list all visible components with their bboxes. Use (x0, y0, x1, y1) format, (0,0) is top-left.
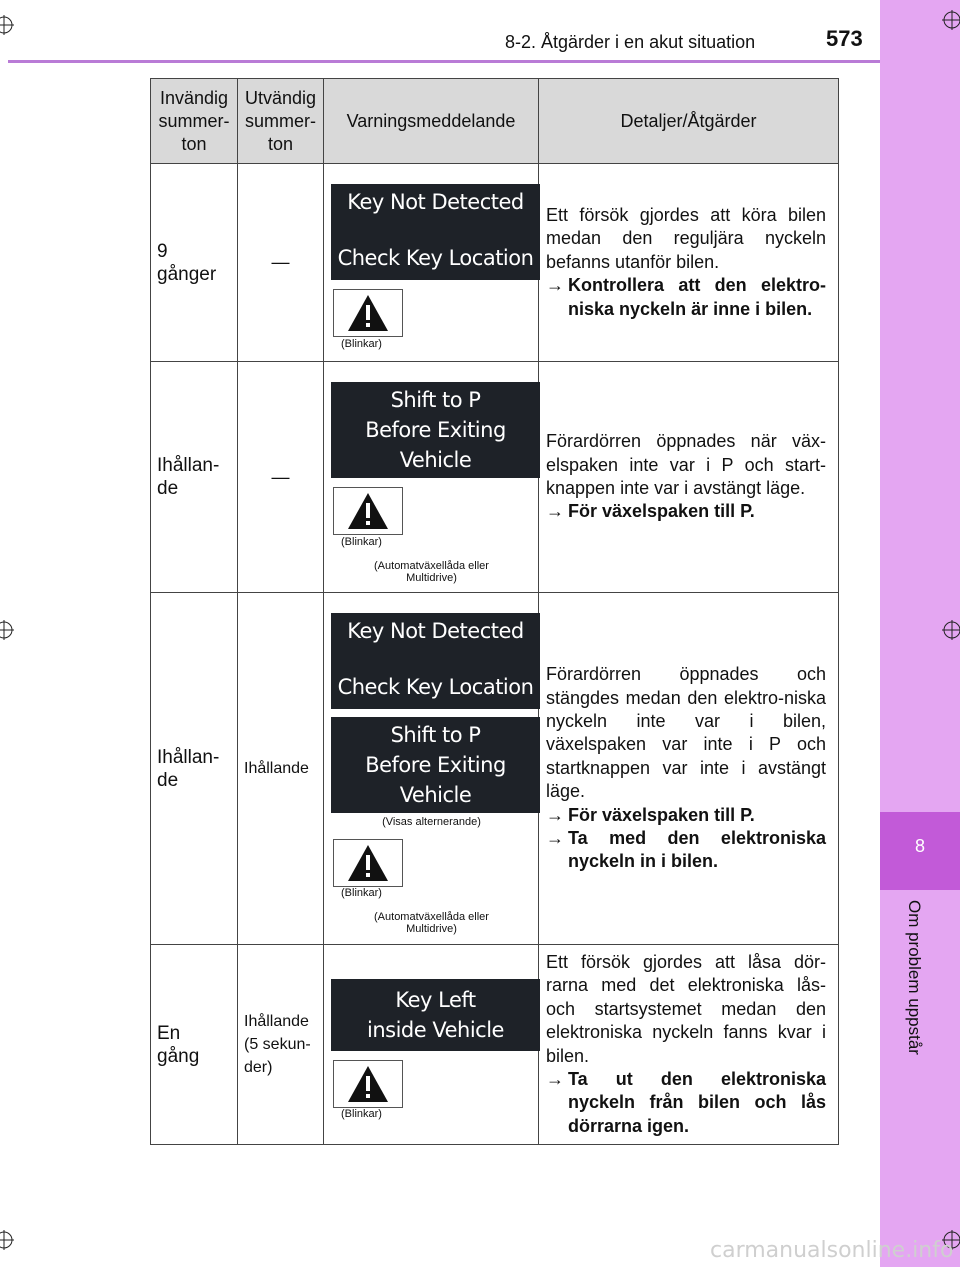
details-text: Ett försök gjordes att låsa dör-rarna med det elektroniska lås- och startsystemet medan den elektroniska nyckeln fanns kvar i bilen. (546, 952, 826, 1066)
registration-mark-icon (942, 620, 960, 640)
arrow-right-icon: → (546, 828, 564, 849)
outside-buzzer-cell: Ihållande (238, 593, 324, 945)
table-row (151, 945, 839, 1145)
outside-buzzer-cell: — (238, 164, 324, 362)
transmission-note: (Automatväxellåda eller Multidrive) (374, 911, 489, 935)
warning-message-cell (324, 593, 539, 945)
display-screen: Key Not Detected Check Key Location (331, 184, 540, 280)
header-inside-buzzer: Invändig summer- ton (151, 79, 238, 164)
warning-message-cell (324, 164, 539, 362)
warning-message-cell (324, 945, 539, 1145)
warning-message-cell (324, 362, 539, 593)
details-cell (539, 164, 839, 362)
transmission-note: (Automatväxellåda eller Multidrive) (374, 560, 489, 584)
table-row (151, 362, 839, 593)
registration-mark-icon (0, 15, 14, 35)
registration-mark-icon (0, 1230, 14, 1250)
display-screen: Key Left inside Vehicle (331, 979, 540, 1051)
chapter-label: Om problem uppstår (905, 900, 924, 1055)
header-details: Detaljer/Åtgärder (539, 79, 839, 164)
blink-caption: (Blinkar) (341, 1108, 382, 1120)
chapter-label-wrap (904, 900, 934, 1080)
chapter-number-box (880, 812, 960, 890)
warning-light-icon (333, 839, 403, 887)
registration-mark-icon (942, 10, 960, 30)
outside-buzzer-cell: — (238, 362, 324, 593)
arrow-right-icon: → (546, 501, 564, 522)
details-text: Förardörren öppnades när väx-elspaken inte var i P och start-knappen inte var i avstängt läge. (546, 431, 826, 498)
inside-buzzer-cell: En gång (151, 945, 238, 1145)
action-item: → Kontrollera att den elektro-niska nyckeln är inne i bilen. (546, 274, 826, 321)
details-text: Ett försök gjordes att köra bilen medan den reguljära nyckeln befanns utanför bilen. (546, 204, 826, 272)
details-text: Förardörren öppnades och stängdes medan den elektro-niska nyckeln inte var i bilen, växelspaken var inte i P och startknappen var inte i avstängt läge. (546, 664, 826, 802)
details-cell (539, 362, 839, 593)
action-item: → För växelspaken till P. (546, 804, 826, 827)
arrow-right-icon: → (546, 1069, 564, 1090)
blink-caption: (Blinkar) (341, 536, 382, 548)
display-screen: Key Not Detected Check Key Location (331, 613, 540, 709)
page-number: 573 (826, 26, 863, 51)
blink-caption: (Blinkar) (341, 887, 382, 899)
header-rule (8, 60, 880, 63)
inside-buzzer-cell: 9 gånger (151, 164, 238, 362)
display-screen: Shift to P Before Exiting Vehicle (331, 717, 540, 813)
outside-buzzer-cell: Ihållande (5 sekun-der) (238, 945, 324, 1145)
section-title: 8-2. Åtgärder i en akut situation (505, 32, 756, 52)
action-item: → Ta med den elektroniska nyckeln in i bilen. (546, 827, 826, 874)
inside-buzzer-cell: Ihållan-de (151, 362, 238, 593)
header-warning-message: Varningsmeddelande (324, 79, 539, 164)
warning-light-icon (333, 487, 403, 535)
inside-buzzer-cell: Ihållan-de (151, 593, 238, 945)
action-item: → Ta ut den elektroniska nyckeln från bilen och lås dörrarna igen. (546, 1068, 826, 1138)
table-header-row (151, 79, 839, 164)
arrow-right-icon: → (546, 804, 564, 825)
table-row (151, 164, 839, 362)
action-item: → För växelspaken till P. (546, 500, 826, 523)
arrow-right-icon: → (546, 275, 564, 296)
warning-table (150, 78, 839, 1145)
registration-mark-icon (0, 620, 14, 640)
display-screen: Shift to P Before Exiting Vehicle (331, 382, 540, 478)
warning-light-icon (333, 289, 403, 337)
details-cell (539, 945, 839, 1145)
blink-caption: (Blinkar) (341, 338, 382, 350)
watermark: carmanualsonline.info (710, 1238, 954, 1263)
alternating-caption: (Visas alternerande) (382, 816, 481, 828)
table-row (151, 593, 839, 945)
warning-light-icon (333, 1060, 403, 1108)
details-cell (539, 593, 839, 945)
chapter-number: 8 (914, 836, 925, 856)
header-outside-buzzer: Utvändig summer- ton (238, 79, 324, 164)
